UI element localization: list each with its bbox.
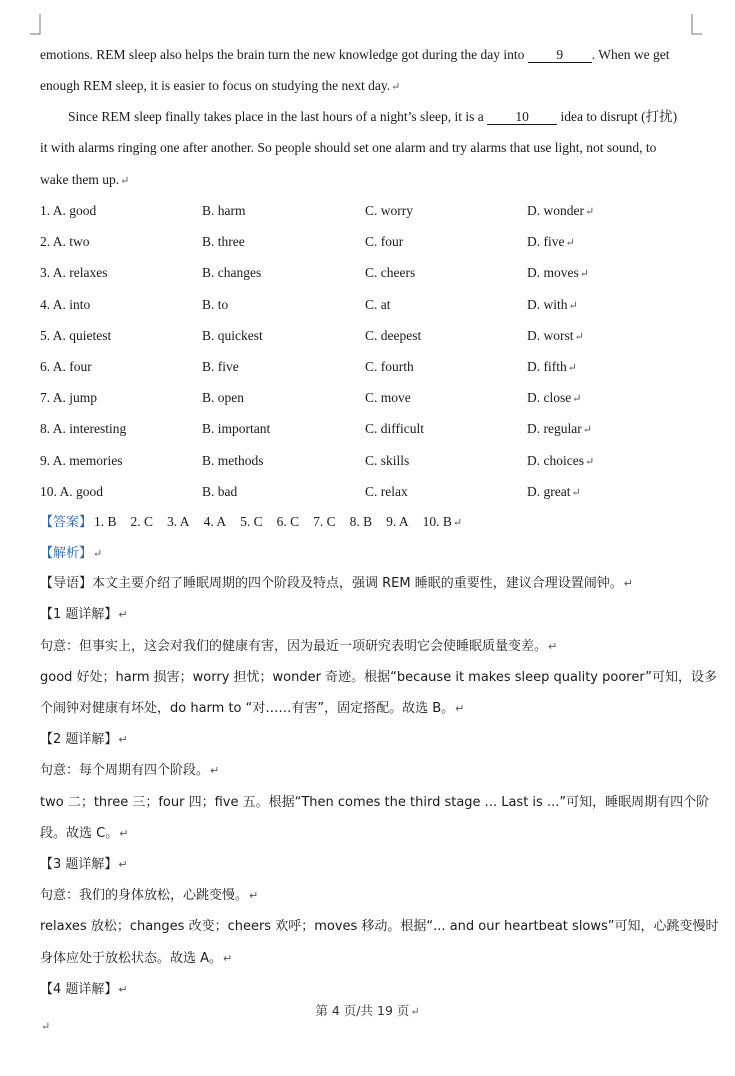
q1-heading: 【1 题详解】↵ xyxy=(40,607,128,622)
q1-heading-text: 【1 题详解】 xyxy=(40,607,118,622)
option-d: D. with↵ xyxy=(527,297,578,312)
q3-explain-text: relaxes 放松；changes 改变；cheers 欢呼；moves 移动。根据“... and our heartbeat slows”可知，心跳变慢时 xyxy=(40,919,719,934)
option-c: C. move xyxy=(365,390,411,405)
passage-text: wake them up. xyxy=(40,172,120,187)
q2-explain-2: 段。故选 C。↵ xyxy=(40,826,129,841)
q2-heading: 【2 题详解】↵ xyxy=(40,732,128,747)
corner-mark-right xyxy=(690,14,702,38)
q4-heading-text: 【4 题详解】 xyxy=(40,982,118,997)
option-a-with-number: 1. A. good xyxy=(40,203,97,218)
option-d: D. wonder↵ xyxy=(527,203,595,218)
option-a-with-number: 3. A. relaxes xyxy=(40,265,108,280)
option-b: B. to xyxy=(202,297,229,312)
q1-meaning-text: 句意：但事实上，这会对我们的健康有害，因为最近一项研究表明它会使睡眠质量变差。 xyxy=(40,639,548,654)
answer-item: 8. B xyxy=(349,514,373,529)
option-d: D. worst↵ xyxy=(527,328,584,343)
q4-heading: 【4 题详解】↵ xyxy=(40,982,128,997)
option-d: D. fifth↵ xyxy=(527,359,577,374)
option-b: B. open xyxy=(202,390,244,405)
guide-line: 【导语】本文主要介绍了睡眠周期的四个阶段及特点，强调 REM 睡眠的重要性，建议合理设置闹钟。↵ xyxy=(40,576,633,591)
option-a-with-number: 4. A. into xyxy=(40,297,91,312)
q1-explain-1 xyxy=(40,669,717,687)
answer-item: 6. C xyxy=(276,514,300,529)
passage-text: emotions. REM sleep also helps the brain turn the new knowledge got during the day into xyxy=(40,47,528,62)
q2-meaning: 句意：每个周期有四个阶段。↵ xyxy=(40,763,220,778)
page-footer: 第 4 页/共 19 页↵ xyxy=(315,1003,420,1018)
q1-explain-text: 个闹钟对健康有坏处，do harm to “对……有害”，固定搭配。故选 B。 xyxy=(40,701,455,716)
answer-item: 9. A xyxy=(386,514,409,529)
q3-explain-1 xyxy=(40,918,719,936)
option-b: B. harm xyxy=(202,203,246,218)
option-d: D. close↵ xyxy=(527,390,582,405)
corner-mark-left xyxy=(30,14,42,38)
q2-explain-text: two 二；three 三；four 四；five 五。根据“Then comes the third stage ... Last is ...”可知，睡眠周期有四个阶 xyxy=(40,795,710,810)
option-a-with-number: 9. A. memories xyxy=(40,453,123,468)
q1-explain-text: good 好处；harm 损害；worry 担忧；wonder 奇迹。根据“because it makes sleep quality poorer”可知，设多 xyxy=(40,670,717,685)
option-b: B. bad xyxy=(202,484,238,499)
option-b: B. five xyxy=(202,359,239,374)
passage-text: Since REM sleep finally takes place in the last hours of a night’s sleep, it is a xyxy=(68,109,488,124)
q1-meaning: 句意：但事实上，这会对我们的健康有害，因为最近一项研究表明它会使睡眠质量变差。↵ xyxy=(40,639,558,654)
answer-item: 10. B xyxy=(422,514,452,529)
q3-meaning: 句意：我们的身体放松，心跳变慢。↵ xyxy=(40,888,259,903)
answer-label: 【答案】 xyxy=(40,515,93,530)
option-d: D. choices↵ xyxy=(527,453,595,468)
option-a-with-number: 8. A. interesting xyxy=(40,421,127,436)
option-c: C. worry xyxy=(365,203,413,218)
option-b: B. changes xyxy=(202,265,262,280)
q2-meaning-text: 句意：每个周期有四个阶段。 xyxy=(40,763,210,778)
option-c: C. skills xyxy=(365,453,410,468)
option-d: D. moves↵ xyxy=(527,265,589,280)
option-c: C. at xyxy=(365,297,391,312)
answer-item: 5. C xyxy=(240,514,263,529)
passage-text: it with alarms ringing one after another. So people should set one alarm and try alarms that use light, not sound, to xyxy=(40,140,657,155)
option-b: B. quickest xyxy=(202,328,263,343)
option-d: D. five↵ xyxy=(527,234,575,249)
page-number: 第 4 页/共 19 页 xyxy=(315,1003,410,1018)
passage-line-2: enough REM sleep, it is easier to focus on studying the next day.↵ xyxy=(40,78,401,93)
answer-item: 2. C xyxy=(130,514,154,529)
answer-item: 3. A xyxy=(167,514,190,529)
q2-explain-text: 段。故选 C。 xyxy=(40,826,119,841)
option-a-with-number: 6. A. four xyxy=(40,359,92,374)
option-a-with-number: 10. A. good xyxy=(40,484,104,499)
option-c: C. deepest xyxy=(365,328,422,343)
q3-explain-2: 身体应处于放松状态。故选 A。↵ xyxy=(40,951,233,966)
option-a-with-number: 5. A. quietest xyxy=(40,328,112,343)
q3-heading: 【3 题详解】↵ xyxy=(40,857,128,872)
blank-10: 10 xyxy=(487,109,557,125)
option-b: B. three xyxy=(202,234,245,249)
passage-text: . When we get xyxy=(591,47,670,62)
q3-heading-text: 【3 题详解】 xyxy=(40,857,118,872)
option-c: C. four xyxy=(365,234,404,249)
passage-line-5: wake them up.↵ xyxy=(40,172,130,187)
q1-explain-2: 个闹钟对健康有坏处，do harm to “对……有害”，固定搭配。故选 B。↵ xyxy=(40,701,465,716)
passage-line-3 xyxy=(68,108,677,126)
option-c: C. difficult xyxy=(365,421,424,436)
guide-text: 【导语】本文主要介绍了睡眠周期的四个阶段及特点，强调 REM 睡眠的重要性，建议合理设置闹钟。 xyxy=(40,576,623,591)
option-d: D. regular↵ xyxy=(527,421,592,436)
option-c: C. relax xyxy=(365,484,408,499)
option-c: C. cheers xyxy=(365,265,416,280)
blank-9: 9 xyxy=(528,47,592,63)
option-c: C. fourth xyxy=(365,359,414,374)
q2-explain-1 xyxy=(40,794,709,812)
q3-meaning-text: 句意：我们的身体放松，心跳变慢。 xyxy=(40,888,249,903)
answer-line: 【答案】 1. B 2. C 3. A 4. A 5. C 6. C 7. C 8. B 9. A 10. B↵ xyxy=(40,514,463,530)
option-b: B. important xyxy=(202,421,271,436)
option-a-with-number: 2. A. two xyxy=(40,234,90,249)
option-a-with-number: 7. A. jump xyxy=(40,390,98,405)
answer-item: 4. A xyxy=(203,514,227,529)
passage-line-4 xyxy=(40,139,656,157)
analysis-line: 【解析】↵ xyxy=(40,546,103,561)
passage-line-1 xyxy=(40,46,670,64)
analysis-label: 【解析】 xyxy=(40,546,93,561)
option-d: D. great↵ xyxy=(527,484,581,499)
passage-text: idea to disrupt (打扰) xyxy=(557,109,678,124)
option-b: B. methods xyxy=(202,453,264,468)
passage-text: enough REM sleep, it is easier to focus on studying the next day. xyxy=(40,78,391,93)
q3-explain-text: 身体应处于放松状态。故选 A。 xyxy=(40,951,223,966)
trailing-mark: ↵ xyxy=(41,1021,51,1033)
q2-heading-text: 【2 题详解】 xyxy=(40,732,118,747)
answer-item: 7. C xyxy=(313,514,336,529)
answer-item: 1. B xyxy=(94,514,117,529)
